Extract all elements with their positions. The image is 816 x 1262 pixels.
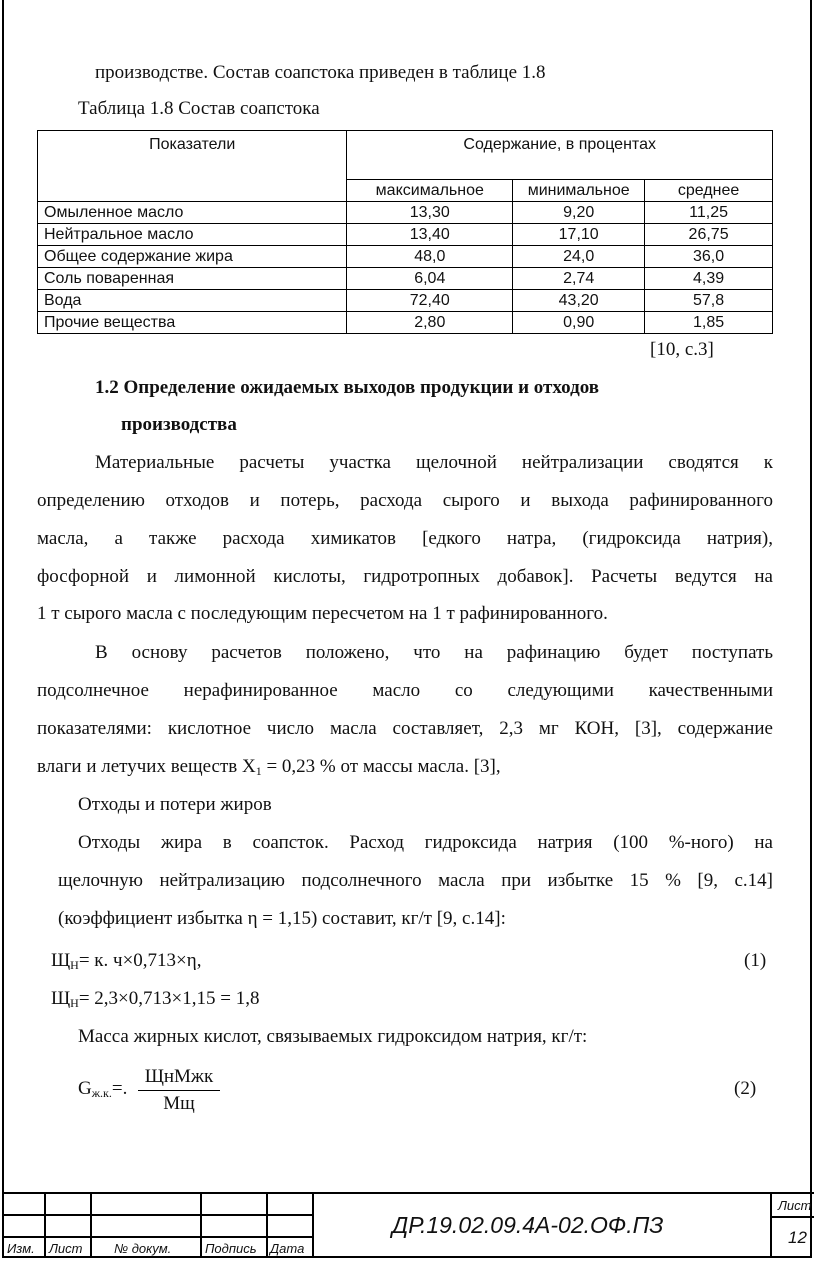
row-avg: 1,85 <box>645 312 773 334</box>
row-avg: 36,0 <box>645 246 773 268</box>
row-max: 48,0 <box>347 246 513 268</box>
paragraph-line: показателями: кислотное число масла составляет, 2,3 мг КОН, [3], содержание <box>37 718 773 739</box>
row-avg: 11,25 <box>645 202 773 224</box>
row-name: Прочие вещества <box>38 312 347 334</box>
row-min: 17,10 <box>513 224 645 246</box>
fraction-denominator: Мщ <box>163 1093 195 1114</box>
label-date: Дата <box>270 1241 305 1256</box>
fraction-bar <box>138 1090 220 1091</box>
text-fragment: G <box>78 1078 92 1099</box>
divider <box>200 1192 202 1258</box>
table-row <box>38 202 773 224</box>
subheading: Отходы и потери жиров <box>78 794 272 815</box>
document-code: ДР.19.02.09.4А-02.ОФ.ПЗ <box>392 1212 664 1238</box>
divider <box>2 1192 814 1194</box>
formula-2-fraction <box>138 1066 220 1115</box>
row-max: 2,80 <box>347 312 513 334</box>
formula-1-number: (1) <box>744 950 767 971</box>
text-fragment: =. <box>111 1078 128 1099</box>
table-row <box>38 224 773 246</box>
composition-table <box>37 130 773 334</box>
subscript: Н <box>70 996 79 1010</box>
table-row <box>38 312 773 334</box>
divider <box>90 1192 92 1258</box>
row-min: 43,20 <box>513 290 645 312</box>
paragraph-line: фосфорной и лимонной кислоты, гидротропных добавок]. Расчеты ведутся на <box>37 566 773 587</box>
header-content: Содержание, в процентах <box>347 131 773 180</box>
paragraph-line: подсолнечное нерафинированное масло со следующими качественными <box>37 680 773 701</box>
paragraph-line <box>37 756 501 779</box>
title-block <box>0 1192 816 1262</box>
row-max: 72,40 <box>347 290 513 312</box>
header-max: максимальное <box>347 180 513 202</box>
section-heading-cont: производства <box>121 414 237 435</box>
row-min: 2,74 <box>513 268 645 290</box>
subscript: Н <box>70 958 79 972</box>
formula-1 <box>51 950 201 973</box>
text-fragment: = 0,23 % от массы масла. [3], <box>261 756 501 777</box>
paragraph-line: В основу расчетов положено, что на рафинацию будет поступать <box>95 642 773 663</box>
paragraph-line: щелочную нейтрализацию подсолнечного масла при избытке 15 % [9, с.14] <box>58 870 773 891</box>
paragraph-line: масла, а также расхода химикатов [едкого натра, (гидроксида натрия), <box>37 528 773 549</box>
subscript: ж.к. <box>91 1086 112 1100</box>
row-min: 24,0 <box>513 246 645 268</box>
divider <box>44 1192 46 1258</box>
header-min: минимальное <box>513 180 645 202</box>
row-avg: 26,75 <box>645 224 773 246</box>
row-min: 0,90 <box>513 312 645 334</box>
intro-line: производстве. Состав соапстока приведен в таблице 1.8 <box>95 62 546 83</box>
table-row <box>38 268 773 290</box>
fraction-numerator: ЩнМжк <box>144 1066 214 1087</box>
text-fragment: влаги и летучих веществ X <box>37 756 256 777</box>
formula-1-calc <box>51 988 259 1011</box>
section-heading: 1.2 Определение ожидаемых выходов продукции и отходов <box>95 377 600 398</box>
table-caption: Таблица 1.8 Состав соапстока <box>78 98 320 119</box>
label-doc-number: № докум. <box>114 1241 172 1256</box>
mass-line: Масса жирных кислот, связываемых гидроксидом натрия, кг/т: <box>78 1026 588 1047</box>
row-name: Нейтральное масло <box>38 224 347 246</box>
table-row <box>38 290 773 312</box>
text-fragment: = 2,3×0,713×1,15 = 1,8 <box>78 988 260 1009</box>
row-avg: 57,8 <box>645 290 773 312</box>
paragraph-line: 1 т сырого масла с последующим пересчетом на 1 т рафинированного. <box>37 603 608 624</box>
row-max: 13,30 <box>347 202 513 224</box>
sheet-number: 12 <box>788 1228 807 1247</box>
row-max: 6,04 <box>347 268 513 290</box>
text-fragment: = к. ч×0,713×η, <box>78 950 202 971</box>
formula-2-lhs <box>78 1078 127 1101</box>
row-max: 13,40 <box>347 224 513 246</box>
text-fragment: Щ <box>51 950 71 971</box>
paragraph-line: Отходы жира в соапсток. Расход гидроксида натрия (100 %-ного) на <box>78 832 773 853</box>
paragraph-line: определению отходов и потерь, расхода сырого и выхода рафинированного <box>37 490 773 511</box>
paragraph-line: Материальные расчеты участка щелочной нейтрализации сводятся к <box>95 452 773 473</box>
divider <box>770 1192 772 1258</box>
label-signature: Подпись <box>205 1241 257 1256</box>
divider <box>770 1216 814 1218</box>
table-row <box>38 246 773 268</box>
row-name: Омыленное масло <box>38 202 347 224</box>
row-name: Общее содержание жира <box>38 246 347 268</box>
divider <box>312 1192 314 1258</box>
header-indicators: Показатели <box>38 131 347 202</box>
formula-2-number: (2) <box>734 1078 757 1099</box>
text-fragment: Щ <box>51 988 71 1009</box>
label-change: Изм. <box>7 1241 35 1256</box>
divider <box>266 1192 268 1258</box>
row-name: Вода <box>38 290 347 312</box>
paragraph-line: (коэффициент избытка η = 1,15) составит, кг/т [9, с.14]: <box>58 908 506 929</box>
table-header-row <box>38 131 773 180</box>
header-avg: среднее <box>645 180 773 202</box>
label-sheet: Лист <box>49 1241 83 1256</box>
table-reference: [10, с.3] <box>650 339 714 360</box>
row-min: 9,20 <box>513 202 645 224</box>
row-avg: 4,39 <box>645 268 773 290</box>
row-name: Соль поваренная <box>38 268 347 290</box>
subscript: 1 <box>255 764 262 778</box>
sheet-label: Лист <box>778 1198 812 1213</box>
